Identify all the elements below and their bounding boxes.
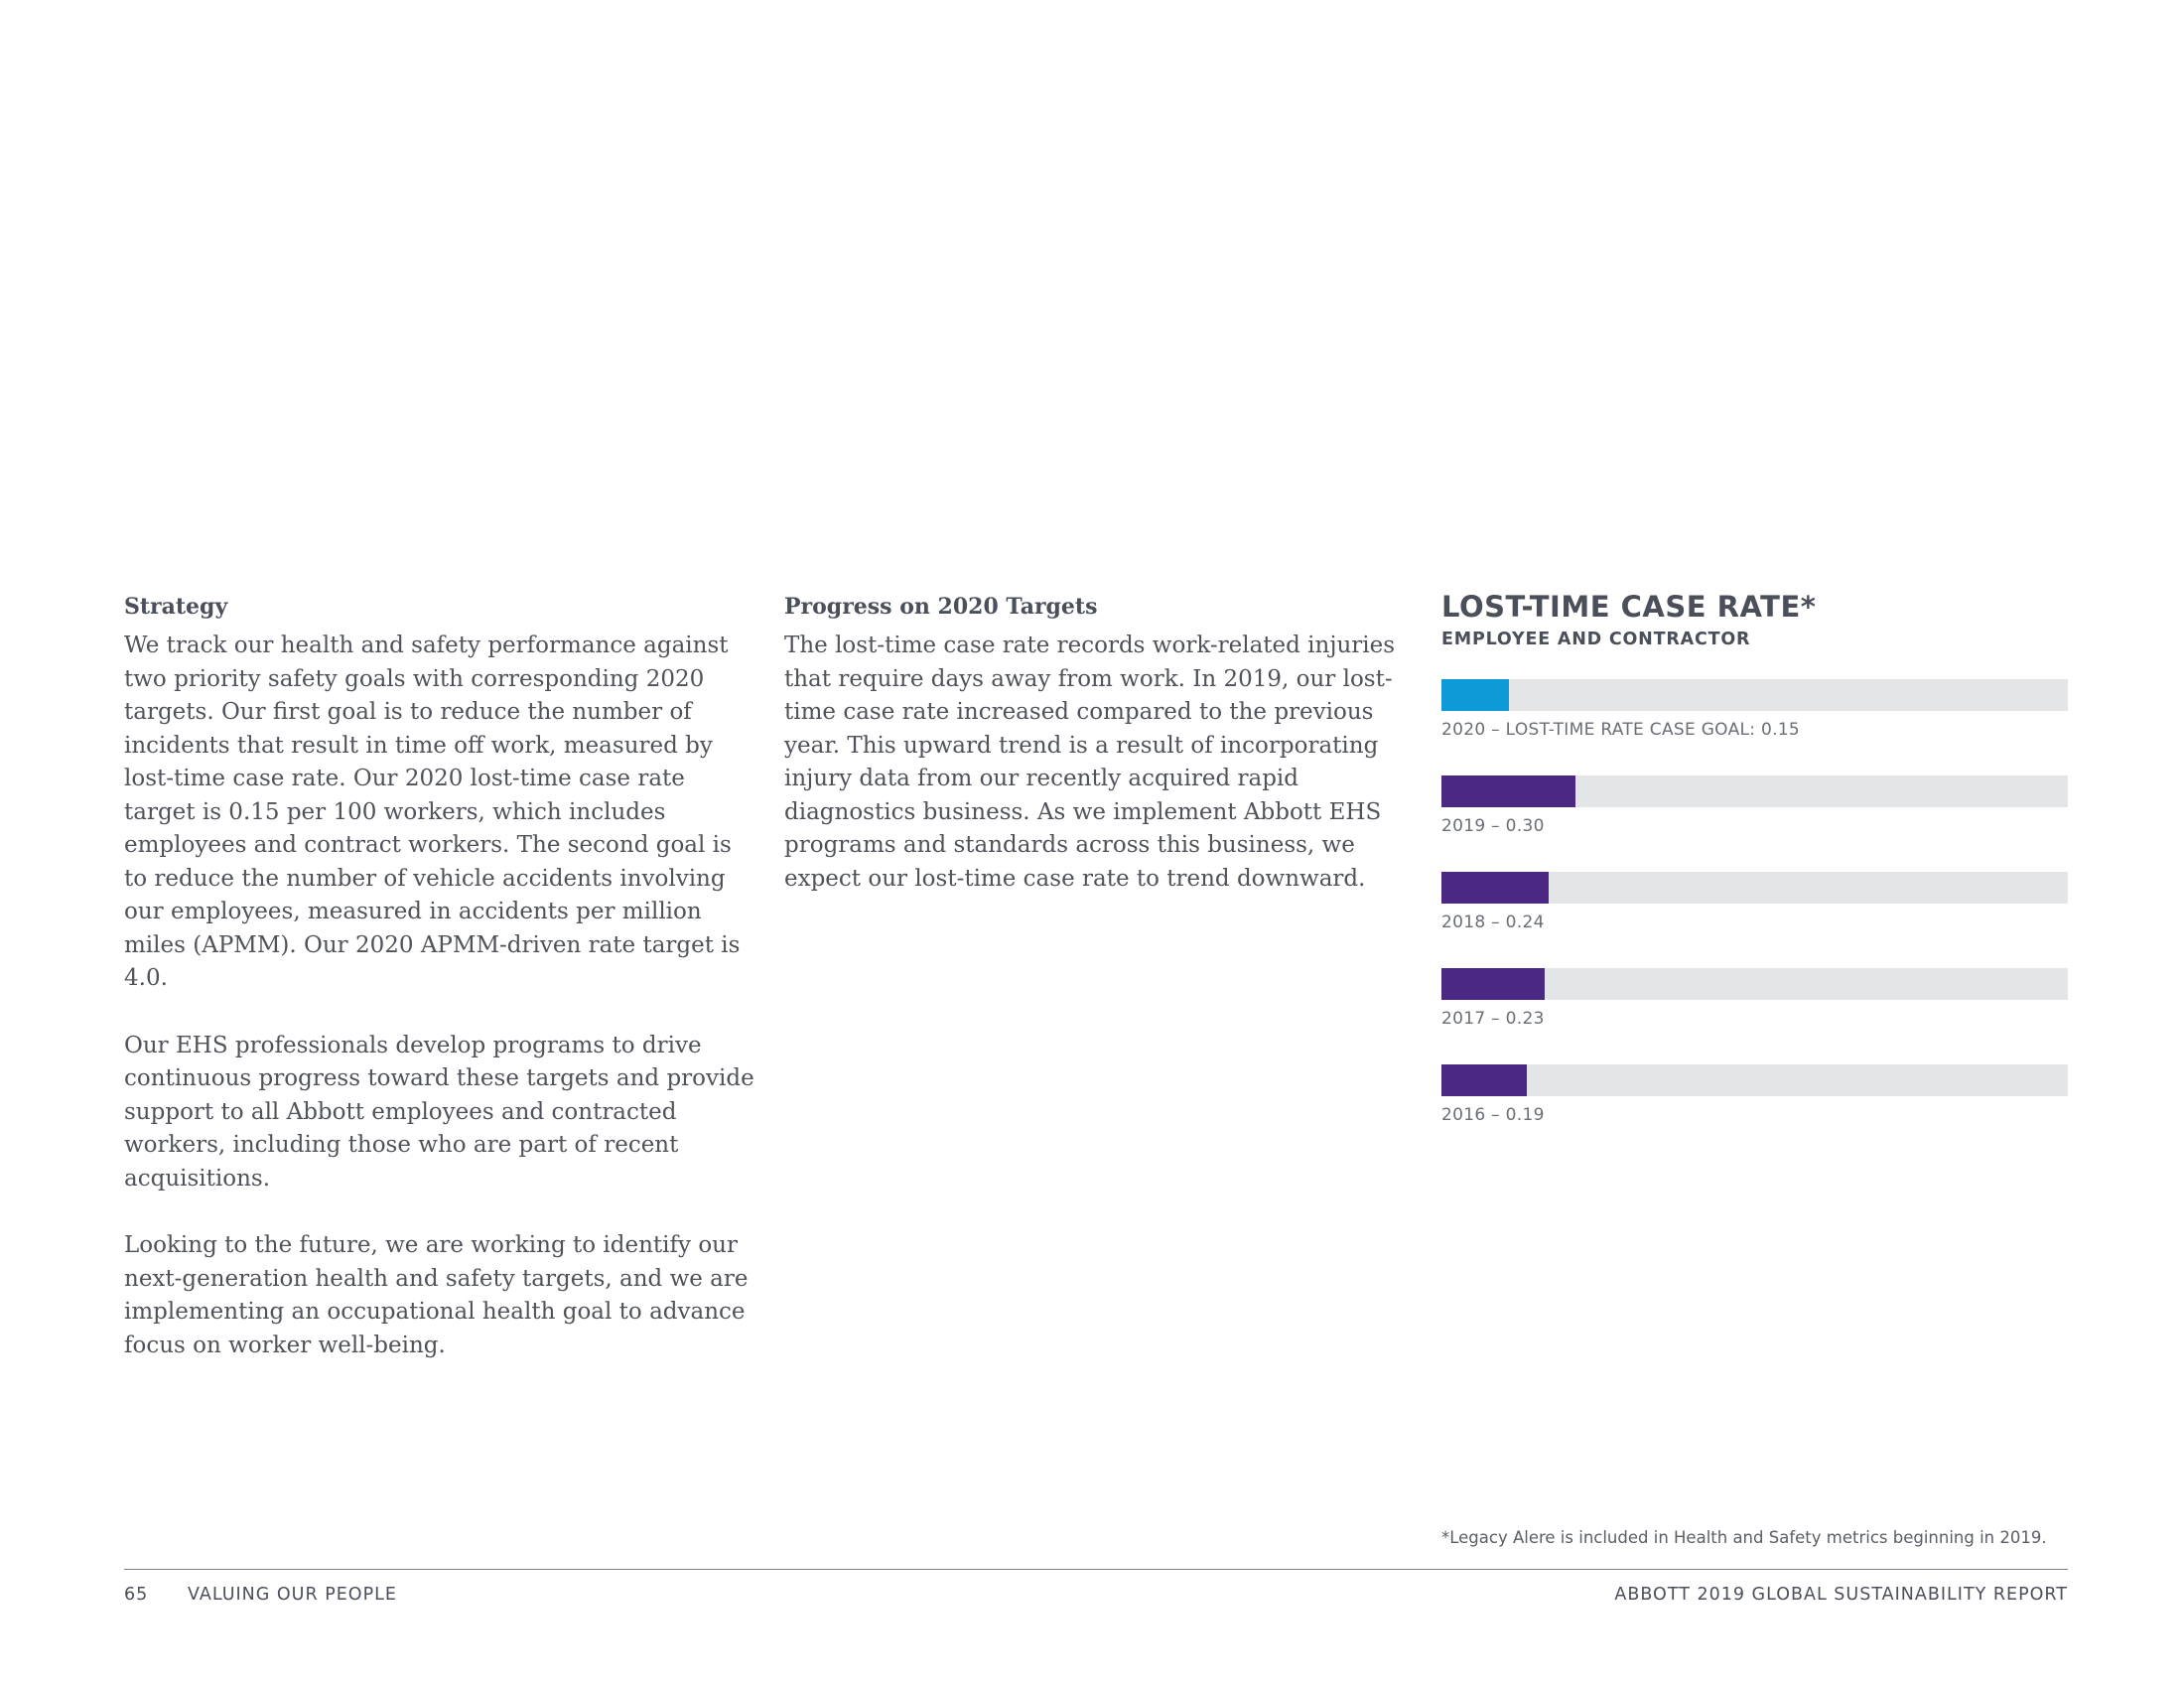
bar — [1441, 775, 1575, 807]
bar-label: 2020 – LOST-TIME RATE CASE GOAL: 0.15 — [1441, 720, 1801, 740]
report-title: ABBOTT 2019 GLOBAL SUSTAINABILITY REPORT — [1614, 1585, 2068, 1605]
strategy-column — [124, 594, 759, 1396]
strategy-paragraph-2: Our EHS professionals develop programs to drive continuous progress toward these targets and provide support to all Abbott employees and contracted workers, including those who are part of recent acquisitions. — [124, 1032, 754, 1192]
bar-track — [1441, 679, 2068, 711]
bar-row — [1441, 968, 2068, 1064]
footnote: *Legacy Alere is included in Health and Safety metrics beginning in 2019. — [1441, 1528, 2047, 1547]
bar-track — [1441, 872, 2068, 904]
bar-row — [1441, 1064, 2068, 1161]
bar — [1441, 1064, 1527, 1096]
progress-column — [784, 594, 1400, 929]
bar-track — [1441, 1064, 2068, 1096]
bar-label: 2018 – 0.24 — [1441, 913, 1545, 932]
bar-label: 2019 – 0.30 — [1441, 816, 1545, 836]
strategy-paragraph-3: Looking to the future, we are working to identify our next-generation health and safety targets, and we are implementing an occupational health goal to advance focus on worker well-being. — [124, 1232, 749, 1358]
bar — [1441, 872, 1549, 904]
bar-label: 2016 – 0.19 — [1441, 1105, 1545, 1125]
lost-time-case-rate-chart — [1441, 590, 2068, 1161]
bar-row — [1441, 872, 2068, 968]
bar — [1441, 968, 1545, 1000]
strategy-heading: Strategy — [124, 594, 228, 620]
bar-row — [1441, 775, 2068, 872]
bar — [1441, 679, 1509, 711]
progress-heading: Progress on 2020 Targets — [784, 594, 1098, 620]
bar-row — [1441, 679, 2068, 775]
progress-paragraph-1: The lost-time case rate records work-related injuries that require days away from work. In 2019, our lost-time case rate increased compared to the previous year. This upward trend is a result of incorporating injury data from our recently acquired rapid diagnostics business. As we implement Abbott EHS programs and standards across this business, we expect our lost-time case rate to trend downward. — [784, 633, 1396, 892]
strategy-paragraph-1: We track our health and safety performance against two priority safety goals with corresponding 2020 targets. Our first goal is to reduce the number of incidents that result in time off work, measured by lost-time case rate. Our 2020 lost-time case rate target is 0.15 per 100 workers, which includes employees and contract workers. The second goal is to reduce the number of vehicle accidents involving our employees, measured in accidents per million miles (APMM). Our 2020 APMM-driven rate target is 4.0. — [124, 633, 741, 991]
section-title: VALUING OUR PEOPLE — [188, 1585, 397, 1605]
chart-subtitle: EMPLOYEE AND CONTRACTOR — [1441, 630, 1751, 649]
chart-bars — [1441, 679, 2068, 1161]
bar-track — [1441, 775, 2068, 807]
chart-title: LOST-TIME CASE RATE* — [1441, 590, 1817, 624]
footer-divider — [124, 1569, 2068, 1570]
page-number: 65 — [124, 1585, 149, 1605]
bar-track — [1441, 968, 2068, 1000]
bar-label: 2017 – 0.23 — [1441, 1009, 1545, 1029]
